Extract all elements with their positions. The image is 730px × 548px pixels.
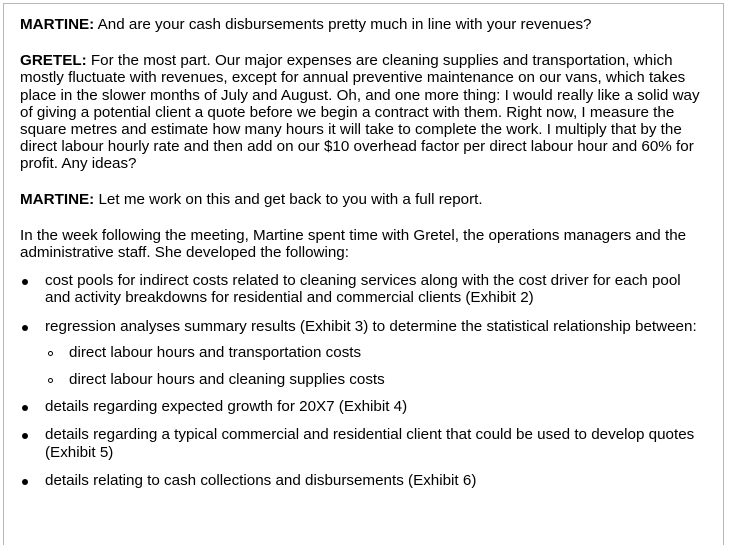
list-item-text: details regarding expected growth for 20X7 (Exhibit 4) (45, 398, 408, 416)
sub-list-item-text: direct labour hours and transportation costs (69, 343, 362, 361)
speaker-label: MARTINE: (20, 190, 95, 208)
bullet-icon (22, 325, 28, 331)
list-item-text: details relating to cash collections and disbursements (Exhibit 6) (45, 471, 477, 489)
list-item (20, 272, 710, 306)
list-item (20, 398, 710, 415)
list-item (20, 472, 710, 489)
dialogue-text: And are your cash disbursements pretty much in line with your revenues? (97, 16, 592, 33)
dialogue-line-martine-1 (20, 16, 710, 33)
bullet-icon (22, 433, 28, 439)
speaker-label: MARTINE: (20, 16, 95, 33)
hollow-bullet-icon (48, 378, 53, 383)
list-item (20, 318, 710, 389)
intro-paragraph: In the week following the meeting, Martine spent time with Gretel, the operations managers and the administrative staff. She developed the following: (20, 226, 687, 262)
sub-list-item (45, 344, 710, 361)
bullet-icon (22, 279, 28, 285)
list-item-text: cost pools for indirect costs related to cleaning services along with the cost driver for each pool and activity breakdowns for residential and commercial clients (Exhibit 2) (45, 272, 681, 307)
sub-list-item (45, 371, 710, 388)
bullet-icon (22, 405, 28, 411)
dialogue-text: For the most part. Our major expenses are cleaning supplies and transportation, which mostly fluctuate with revenues, except for annual preventive maintenance on our vans, which takes place in the slower months of July and August. Oh, and one more thing: I would really like a solid way of giving a potential client a quote before we begin a contract with them. Right now, I measure the square metres and estimate how many hours it will take to complete the work. I multiply that by the direct labour hourly rate and then add on our $10 overhead factor per direct labour hour and 60% for profit. Any ideas? (20, 52, 700, 173)
document-body (20, 16, 710, 489)
list-item-text: regression analyses summary results (Exhibit 3) to determine the statistical relationship between: (45, 317, 697, 335)
dialogue-line-martine-2 (20, 191, 710, 208)
sub-list (45, 344, 710, 388)
hollow-bullet-icon (48, 351, 53, 356)
dialogue-text: Let me work on this and get back to you with a full report. (98, 190, 483, 208)
bullet-icon (22, 479, 28, 485)
findings-list (20, 272, 710, 489)
dialogue-line-gretel (20, 52, 710, 172)
list-item (20, 426, 710, 460)
sub-list-item-text: direct labour hours and cleaning supplies costs (69, 371, 385, 389)
list-item-text: details regarding a typical commercial and residential client that could be used to develop quotes (Exhibit 5) (45, 426, 695, 461)
speaker-label: GRETEL: (20, 52, 87, 70)
